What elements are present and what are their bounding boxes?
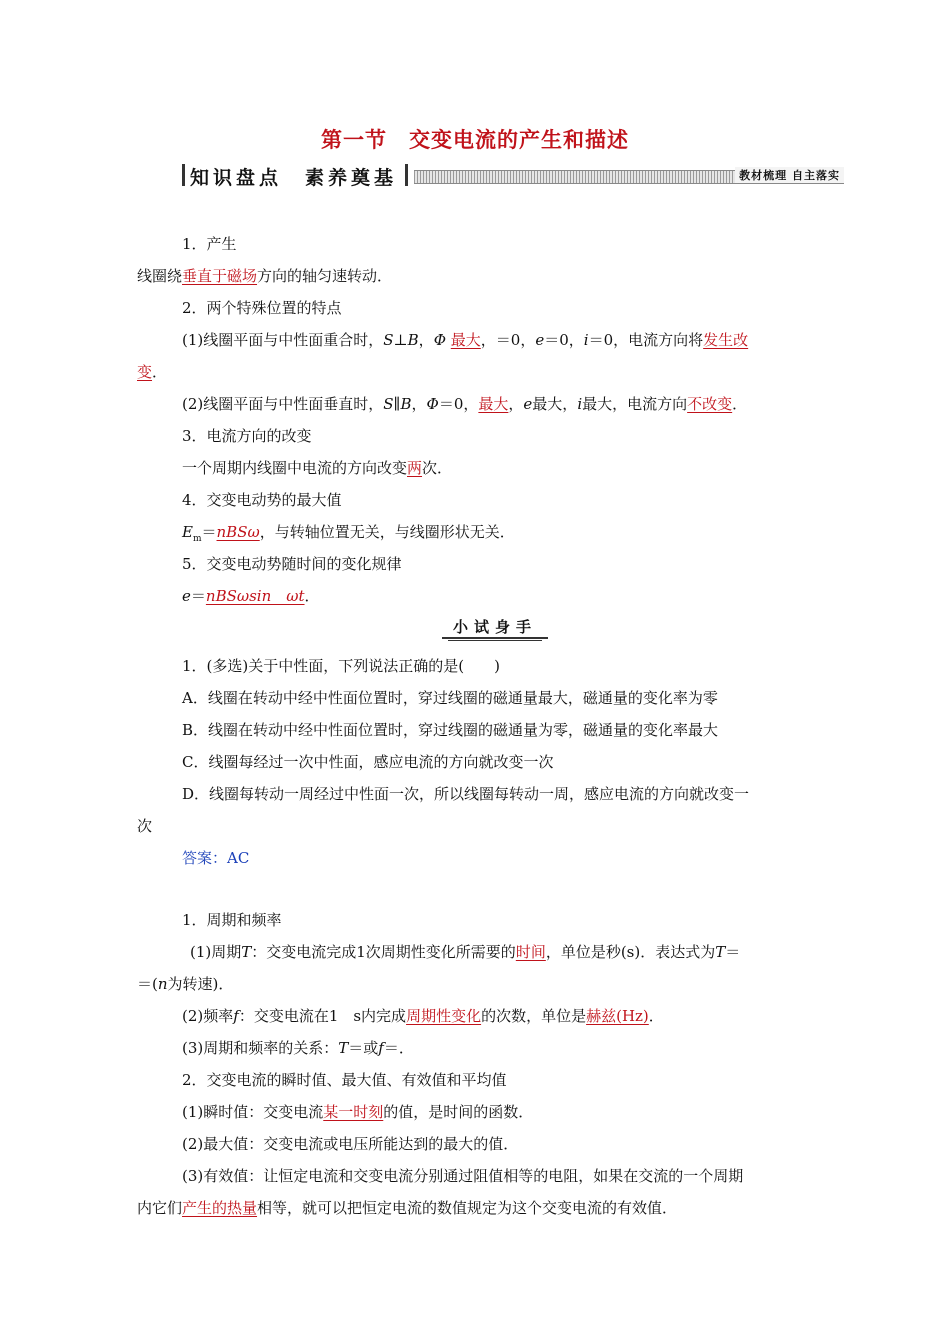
text-line: 变． <box>137 363 168 381</box>
text-line: (3)周期和频率的关系：T＝或f＝． <box>182 1039 414 1057</box>
text-line: ＝(n为转速)． <box>137 975 234 993</box>
heading-max-emf: 4．交变电动势的最大值 <box>182 491 342 509</box>
section-banner <box>182 163 844 187</box>
heading-direction-change: 3．电流方向的改变 <box>182 427 312 445</box>
quiz-header: 小试身手 <box>452 618 537 636</box>
text-line: (2)线圈平面与中性面垂直时，S∥B，Φ＝0，最大，e最大，i最大，电流方向不改变． <box>182 395 748 413</box>
text-line: (1)瞬时值：交变电流某一时刻的值，是时间的函数． <box>182 1103 534 1121</box>
option-d: D．线圈每转动一周经过中性面一次，所以线圈每转动一周，感应电流的方向就改变一 <box>182 785 750 803</box>
option-a: A．线圈在转动中经中性面位置时，穿过线圈的磁通量最大，磁通量的变化率为零 <box>182 689 718 707</box>
banner-right-bar <box>405 164 408 186</box>
quiz-banner <box>440 616 550 640</box>
formula-emf: e＝nBSωsin ωt． <box>182 587 320 605</box>
heading-emf-law: 5．交变电动势随时间的变化规律 <box>182 555 402 573</box>
banner-left-bar <box>182 164 185 186</box>
option-c: C．线圈每经过一次中性面，感应电流的方向就改变一次 <box>182 753 554 771</box>
option-b: B．线圈在转动中经中性面位置时，穿过线圈的磁通量为零，磁通量的变化率最大 <box>182 721 719 739</box>
quiz-underline <box>442 637 548 639</box>
text-line: 一个周期内线圈中电流的方向改变两次． <box>182 459 453 477</box>
heading-values: 2．交变电流的瞬时值、最大值、有效值和平均值 <box>182 1071 507 1089</box>
page-title: 第一节 交变电流的产生和描述 <box>321 128 629 152</box>
answer: 答案：AC <box>182 849 250 867</box>
section-heading: 知识盘点 素养奠基 <box>190 167 398 189</box>
quiz-underline <box>448 640 542 641</box>
heading-period-frequency: 1．周期和频率 <box>182 911 282 929</box>
text-line: (3)有效值：让恒定电流和交变电流分别通过阻值相等的电阻，如果在交流的一个周期 <box>182 1167 744 1185</box>
option-d-continued: 次 <box>137 817 153 835</box>
text-line: 内它们产生的热量相等，就可以把恒定电流的数值规定为这个交变电流的有效值． <box>137 1199 678 1217</box>
heading-generation: 1．产生 <box>182 235 237 253</box>
question-stem: 1．(多选)关于中性面，下列说法正确的是( ) <box>182 657 500 675</box>
formula-max-emf: $E_m=nBS\omega$，与转轴位置无关，与线圈形状无关． <box>182 523 515 544</box>
text-line: (2)最大值：交变电流或电压所能达到的最大的值． <box>182 1135 519 1153</box>
text-line: (1)周期T：交变电流完成1次周期性变化所需要的时间，单位是秒(s)．表达式为T＝ <box>190 943 741 961</box>
section-tag: 教材梳理 自主落实 <box>735 167 844 183</box>
text-line: (1)线圈平面与中性面重合时，S⊥B，Φ 最大，＝0，e＝0，i＝0，电流方向将发生改 <box>182 331 749 349</box>
heading-special-positions: 2．两个特殊位置的特点 <box>182 299 342 317</box>
text-line: (2)频率f：交变电流在1 s内完成周期性变化的次数，单位是赫兹(Hz)． <box>182 1007 664 1025</box>
text-line: 线圈绕垂直于磁场方向的轴匀速转动． <box>137 267 393 285</box>
